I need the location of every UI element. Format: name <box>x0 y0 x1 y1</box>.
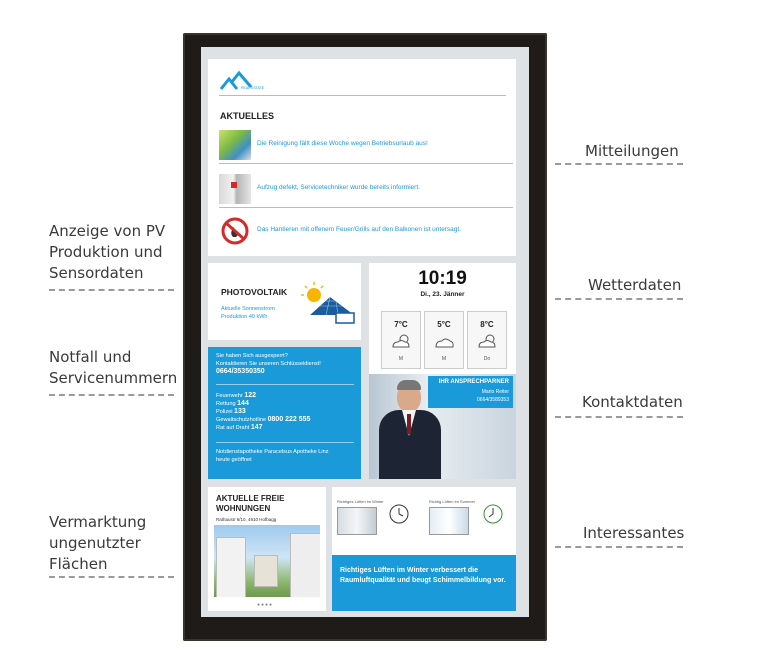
label-vermarktung: Vermarktung ungenutzter Flächen <box>49 513 147 573</box>
no-fire-icon <box>219 216 251 246</box>
vacant-card <box>208 487 326 611</box>
emergency-row: Rettung 144 <box>216 400 249 407</box>
label-interessantes: Interessantes <box>583 524 685 542</box>
forecast-temp: 8°C <box>480 320 494 329</box>
cleaning-photo <box>219 130 251 160</box>
carousel-dots[interactable]: ●●●● <box>257 602 274 608</box>
emergency-row: Gewaltschutzhotline 0800 222 555 <box>216 416 311 423</box>
forecast-day <box>381 311 421 369</box>
apartment-photo[interactable] <box>214 525 320 597</box>
cloud-icon <box>433 333 455 349</box>
emergency-row: Rat auf Draht 147 <box>216 424 263 431</box>
forecast-weekday: M <box>398 356 404 362</box>
leader-line-pv <box>49 289 174 291</box>
news-item-text: Die Reinigung fällt diese Woche wegen Betriebsurlaub aus! <box>257 140 428 147</box>
clock-icon <box>388 503 410 525</box>
weather-card <box>369 263 516 379</box>
forecast-temp: 5°C <box>437 320 451 329</box>
forecast-weekday: Do <box>483 356 491 362</box>
contact-name: Mario Reiter <box>481 389 509 395</box>
pv-title: PHOTOVOLTAIK <box>221 287 288 297</box>
display-screen <box>201 47 529 617</box>
emergency-divider <box>216 442 354 443</box>
logo <box>219 69 265 93</box>
clock-icon <box>482 503 504 525</box>
leader-line-interessantes <box>555 546 683 548</box>
tips-card <box>332 487 516 611</box>
weather-time: 10:19 <box>418 268 467 289</box>
weather-date: Di., 23. Jänner <box>420 291 465 298</box>
elevator-photo <box>219 174 251 204</box>
locksmith-phone[interactable]: 0664/35350350 <box>216 368 265 375</box>
emergency-row: Feuerwehr 122 <box>216 392 256 399</box>
tip-banner-text: Richtiges Lüften im Winter verbessert die Raumluftqualität und beugt Schimmelbildung vor. <box>340 567 506 584</box>
leader-line-vermarktung <box>49 576 174 578</box>
leader-line-mitteilungen <box>555 163 683 165</box>
leader-line-wetterdaten <box>555 298 683 300</box>
label-wetterdaten: Wetterdaten <box>588 276 682 294</box>
emergency-intro: Kontaktieren Sie unseren Schlüsseldienst! <box>216 361 321 367</box>
vacant-title: AKTUELLE FREIE <box>216 494 285 503</box>
contact-title: IHR ANSPRECHPARNER <box>438 379 509 385</box>
tip-banner <box>332 555 516 611</box>
logo-divider <box>219 95 506 96</box>
news-card <box>208 59 516 256</box>
tip-caption: Richtiges Lüften im Winter <box>337 499 384 504</box>
pv-line2: Produktion 40 kWh <box>221 314 268 320</box>
sun-cloud-icon <box>476 333 498 349</box>
pv-line1: Aktuelle Sonnenstrom <box>221 306 275 312</box>
leader-line-notfall <box>49 394 174 396</box>
label-pv-sensordaten: Anzeige von PV Produktion und Sensordaten <box>49 222 166 282</box>
forecast-day <box>467 311 507 369</box>
forecast-weekday: M <box>441 356 447 362</box>
news-item[interactable] <box>219 213 513 249</box>
pharmacy-text: heute geöffnet <box>216 457 252 463</box>
forecast-day <box>424 311 464 369</box>
emergency-row: Polizei 133 <box>216 408 246 415</box>
tip-caption: Richtig Lüften im Sommer <box>429 499 476 504</box>
news-item-text: Aufzug defekt, Servicetechniker wurde bereits informiert. <box>257 184 420 191</box>
window-photo <box>337 507 377 535</box>
label-notfall: Notfall und Servicenummern <box>49 348 178 387</box>
logo-text: REAL ESTATE <box>241 86 265 90</box>
emergency-intro: Sie haben Sich ausgesperrt? <box>216 353 288 359</box>
forecast-temp: 7°C <box>394 320 408 329</box>
sun-cloud-icon <box>390 333 412 349</box>
news-item-text: Das Hantieren mit offenem Feuer/Grills auf den Balkonen ist untersagt. <box>257 226 462 233</box>
emergency-divider <box>216 384 354 385</box>
pv-card <box>208 263 361 340</box>
label-mitteilungen: Mitteilungen <box>585 142 679 160</box>
window-photo <box>429 507 469 535</box>
contact-card <box>369 374 516 479</box>
contact-badge <box>428 376 513 408</box>
news-item[interactable] <box>219 171 513 208</box>
contact-phone[interactable]: 0664/3589353 <box>477 397 509 403</box>
vacant-title: WOHNUNGEN <box>216 504 271 513</box>
news-item[interactable] <box>219 127 513 164</box>
label-kontaktdaten: Kontaktdaten <box>582 393 683 411</box>
vacant-address: Rathaustr 6/10, 4910 Hofbagg <box>216 517 277 522</box>
news-heading: AKTUELLES <box>220 111 274 121</box>
emergency-card <box>208 347 361 479</box>
solar-roof-icon <box>296 281 360 325</box>
pharmacy-text: Notdienstapotheke Paracelsus Apotheke Linz <box>216 449 329 455</box>
leader-line-kontaktdaten <box>555 416 683 418</box>
